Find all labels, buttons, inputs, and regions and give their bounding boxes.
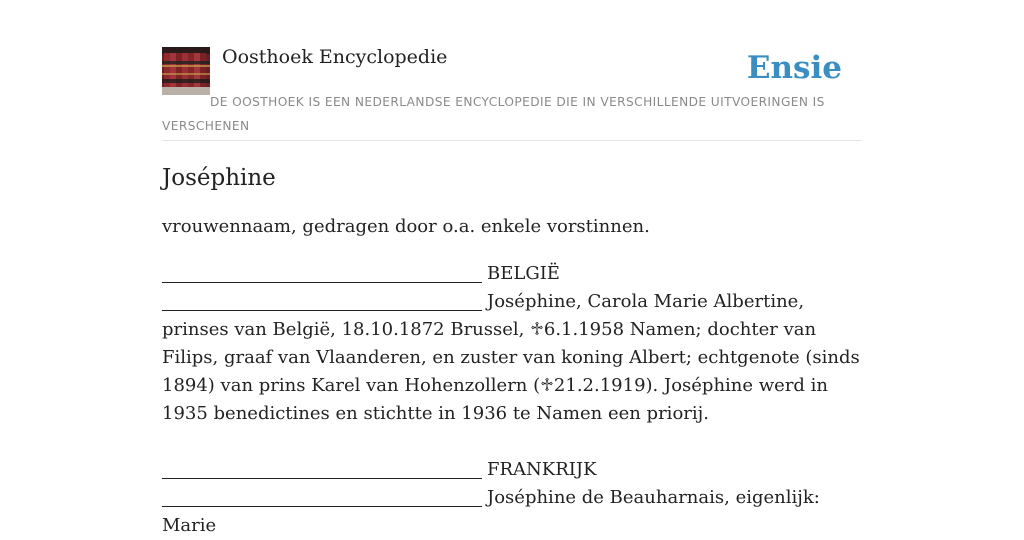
section-rule xyxy=(162,282,482,283)
section-heading: BELGIË xyxy=(487,263,560,284)
ensie-brand-link[interactable]: Ensie xyxy=(746,50,842,86)
section-belgie xyxy=(162,260,862,428)
section-lead: Joséphine de Beauharnais, eigenlijk: Marie xyxy=(162,487,820,536)
article-title: Joséphine xyxy=(162,165,276,191)
section-body: van België, 18.10.1872 Brussel, ♱6.1.1958 Namen; dochter van Filips, graaf van Vlaanderen, en zuster van koning Albert; echtgenote (sinds 1894) van prins Karel van Hohenzollern (♱21.2.1919). Joséphine werd in 1935 benedictines en stichtte in 1936 te Namen een priorij. xyxy=(162,319,860,424)
section-frankrijk xyxy=(162,456,862,540)
book-spines-icon xyxy=(162,47,210,95)
section-heading: FRANKRIJK xyxy=(487,459,597,480)
section-lead: Joséphine, Carola Marie Albertine, prinses xyxy=(162,291,805,340)
section-rule xyxy=(162,310,482,311)
section-rule xyxy=(162,506,482,507)
article-intro: vrouwennaam, gedragen door o.a. enkele vorstinnen. xyxy=(162,216,650,237)
site-logo[interactable] xyxy=(162,47,210,95)
site-header xyxy=(162,44,862,141)
section-rule xyxy=(162,478,482,479)
site-tagline: DE OOSTHOEK IS EEN NEDERLANDSE ENCYCLOPEDIE DIE IN VERSCHILLENDE UITVOERINGEN IS VERSCHENEN xyxy=(162,95,825,133)
article xyxy=(162,160,862,540)
site-name[interactable]: Oosthoek Encyclopedie xyxy=(222,46,448,68)
